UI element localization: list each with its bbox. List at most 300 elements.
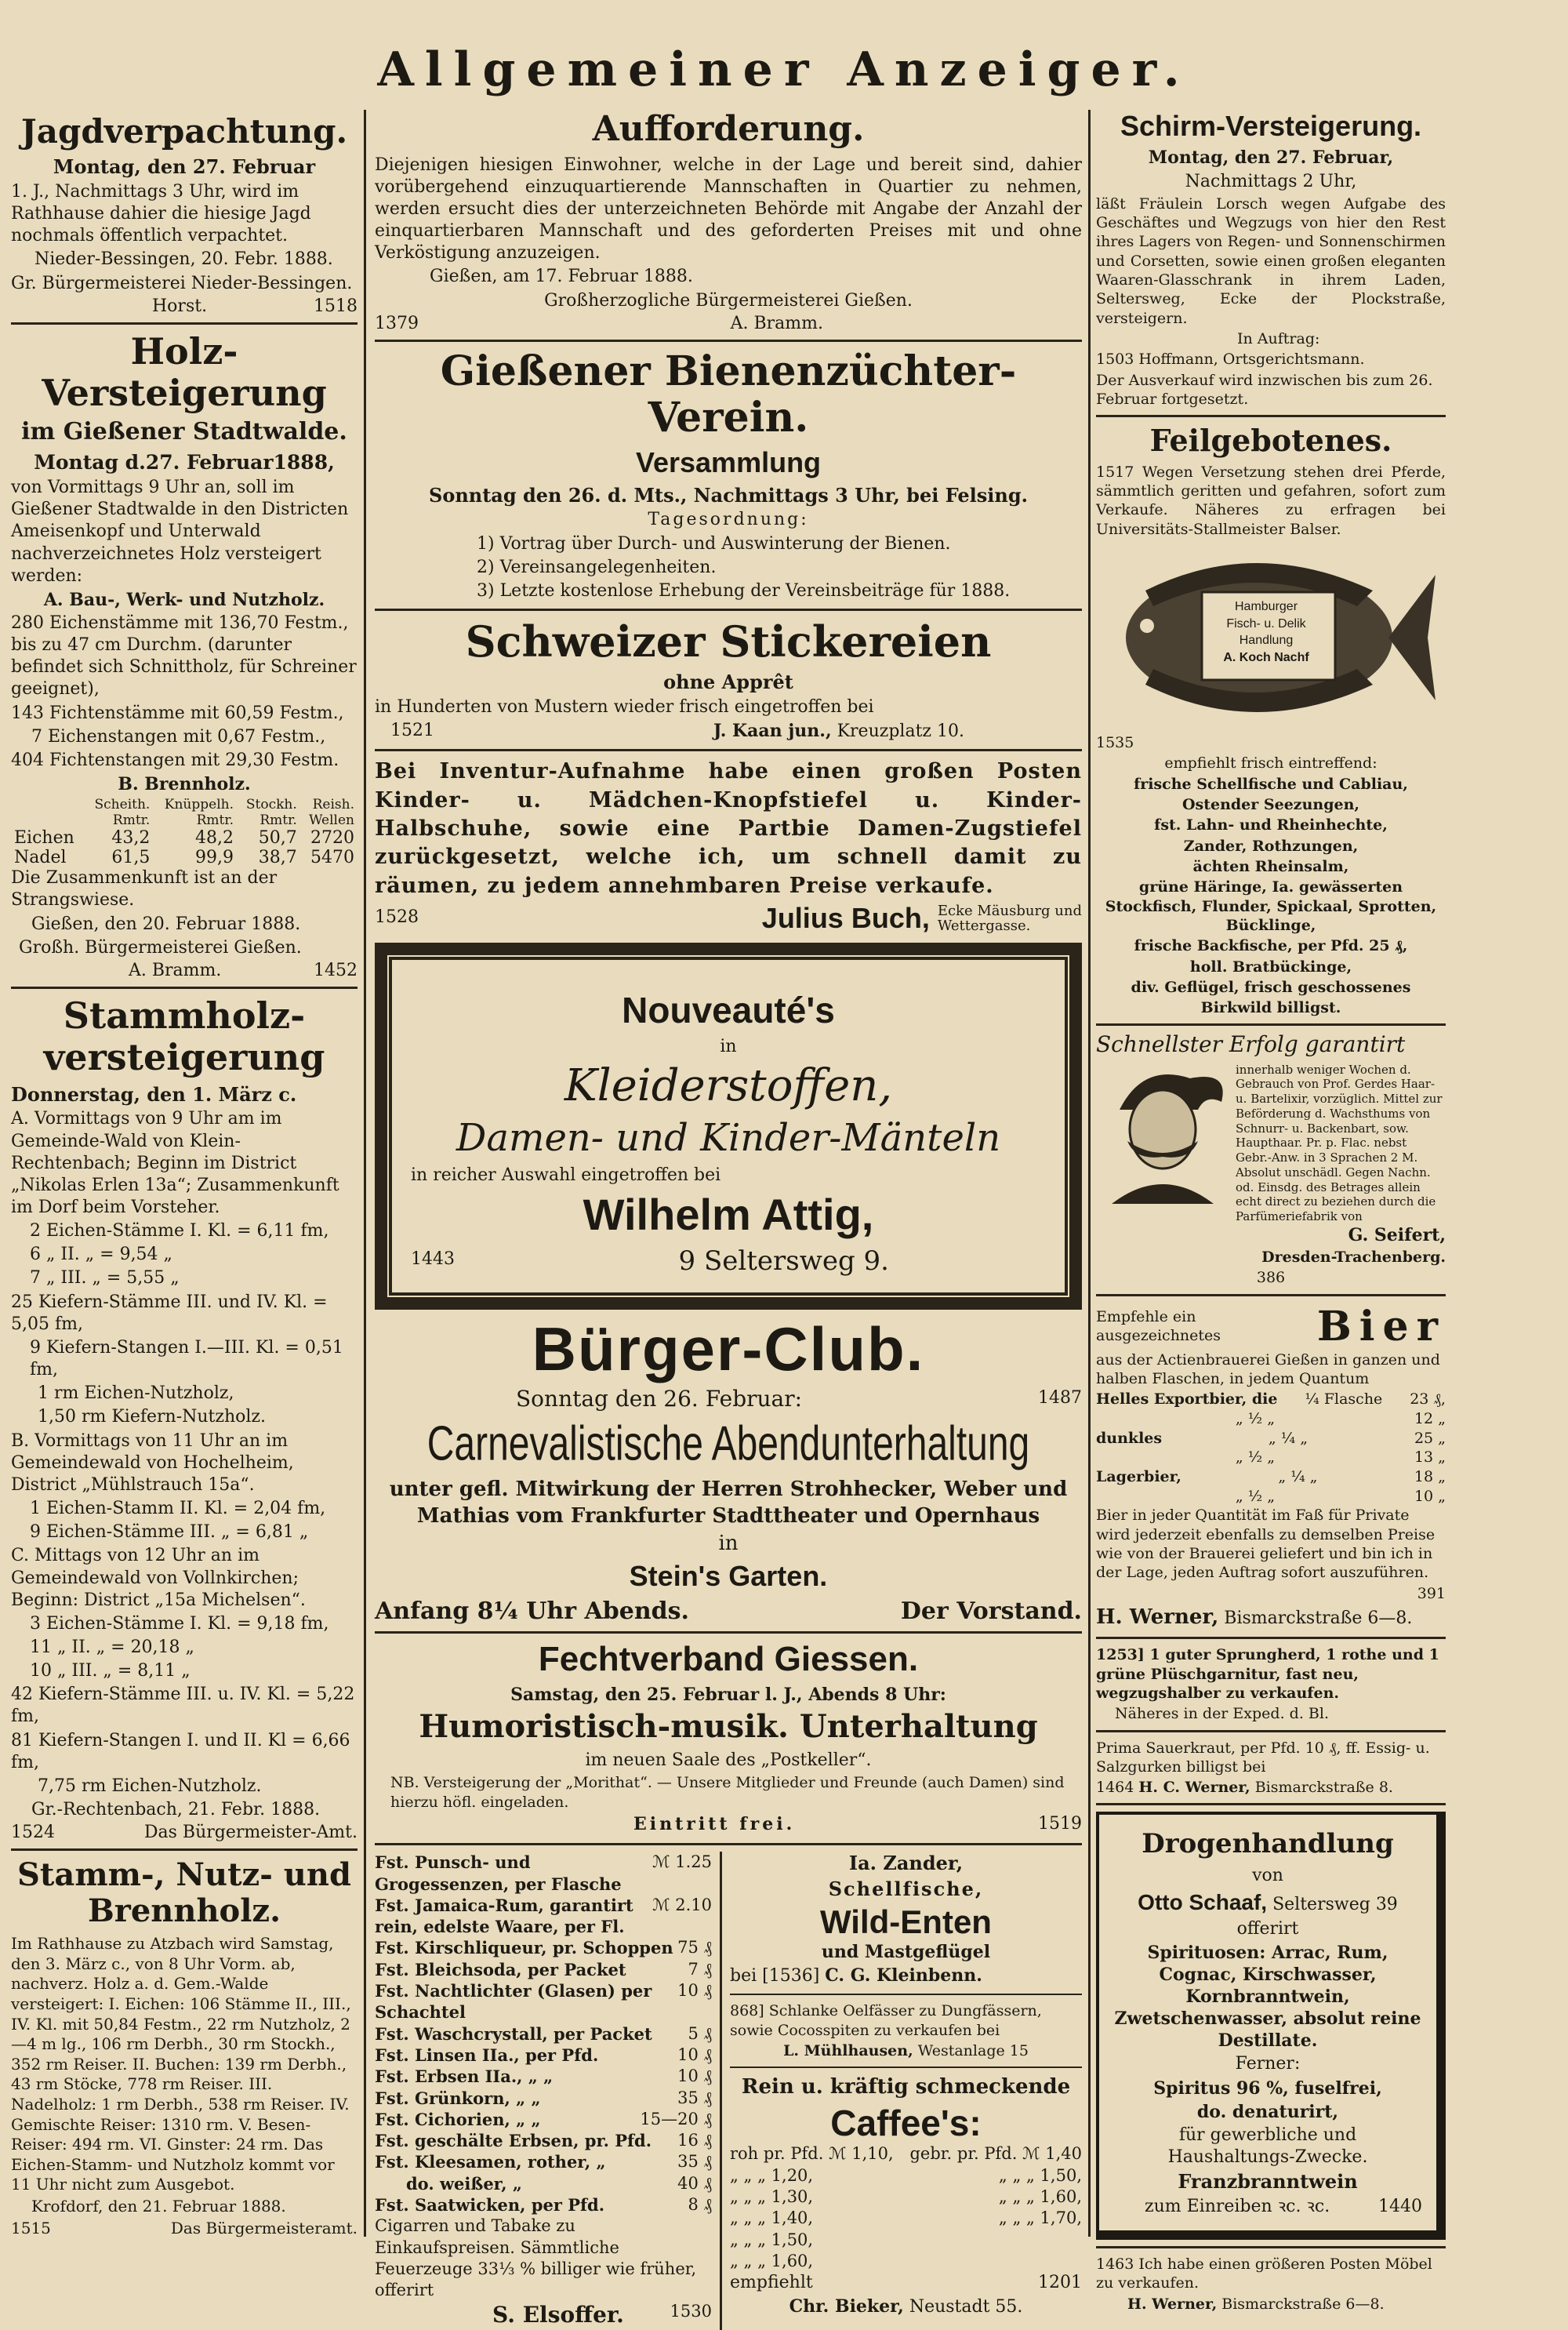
divider: [1096, 415, 1446, 417]
ad-oelfaesser: [730, 2001, 1082, 2060]
ad-signature: [730, 1965, 1082, 1987]
ad-date: Donnerstag, den 1. März c.: [11, 1082, 297, 1106]
ad-kleinbenn: [730, 1852, 1082, 1987]
ad-do: do. denaturirt,: [1196, 2101, 1339, 2122]
price-item: Fst. geschälte Erbsen, pr. Pfd.: [375, 2131, 652, 2151]
right-stack: [730, 1852, 1082, 2330]
ad-line: fst. Lahn- und Rheinhechte,: [1154, 816, 1388, 834]
sign-line: A. Koch Nachf: [1223, 650, 1309, 664]
table-cell: Nadel: [14, 848, 67, 868]
price-raw: „ „ „ 1,50,: [730, 2230, 814, 2249]
ad-date: Sonntag den 26. Februar:: [516, 1386, 803, 1412]
ad-number: 1503: [1096, 351, 1134, 369]
ad-title: Caffee's:: [830, 2102, 982, 2143]
divider: [1096, 1803, 1446, 1805]
divider: [1096, 1637, 1446, 1639]
divider: [375, 340, 1082, 342]
ad-section: B. Vormittags von 11 Uhr an im Gemeindewald von Hochelheim, District „Mühlstrauch 15a“.: [11, 1430, 294, 1495]
divider: [375, 1631, 1082, 1634]
price-table: [1096, 1390, 1446, 1506]
price-row: [375, 1895, 712, 1938]
table-cell: 5470: [310, 848, 354, 868]
ad-in: in: [720, 1037, 737, 1057]
price-row: [375, 2023, 712, 2045]
divider: [1096, 2246, 1446, 2248]
ad-title: Schirm-Versteigerung.: [1120, 110, 1422, 142]
ad-tail: Bier in jeder Quantität im Faß für Private wird jederzeit ebenfalls zu demselben Preise wie von der Brauerei geliefert und bin ich in der Lage, jeden Auftrag sofort auszuführen.: [1096, 1507, 1436, 1582]
ad-address: 9 Seltersweg 9.: [678, 1245, 889, 1277]
table-cell: Knüppelh.: [164, 797, 234, 813]
ad-number: 1524: [11, 1823, 55, 1843]
ad-address: Dresden-Trachenberg.: [1261, 1249, 1446, 1267]
ad-number: [1536]: [762, 1966, 820, 1986]
ad-body: unter gefl. Mitwirkung der Herren Strohhecker, Weber und Mathias vom Frankfurter Stadttheater und Opernhaus: [389, 1478, 1068, 1528]
ad-title: Aufforderung.: [592, 109, 865, 149]
fish-eye-shape: [1140, 619, 1154, 633]
ad-wilhelm-attig: [375, 943, 1082, 1309]
ad-body: Wegen Versetzung stehen drei Pferde, sämmtlich geritten und gefahren, sofort zum Verkaufe. Näheres zu erfragen bei Universitäts-Stallmeister Balser.: [1096, 463, 1446, 538]
ad-tail: Cigarren und Tabake zu Einkaufspreisen. Sämmtliche Feuerzeuge 33⅓ % billiger wie früher, offerirt: [375, 2216, 697, 2300]
ad-number: 1440: [1378, 2196, 1422, 2216]
ad-stamm-nutz-brennholz: [11, 1857, 358, 2237]
table-cell: Rmtr.: [260, 812, 297, 829]
ad-line: ächten Rheinsalm,: [1192, 857, 1349, 875]
table-cell: 2720: [310, 828, 354, 849]
table-cell: Wellen: [308, 812, 354, 829]
ad-line: Ia. Zander,: [848, 1852, 964, 1875]
ad-address: Bismarckstraße 6—8.: [1221, 2295, 1385, 2313]
price-value: 10 „: [1414, 1487, 1446, 1505]
ad-pre: Rein u. kräftig schmeckende: [741, 2075, 1071, 2099]
ad-title: Stamm-, Nutz- und Brennholz.: [17, 1856, 351, 1930]
price-value: 35 ₰: [677, 2152, 712, 2172]
ad-number: 391: [1417, 1584, 1446, 1602]
price-row: [375, 1980, 712, 2023]
ad-firm: Wilhelm Attig,: [583, 1190, 874, 1240]
masthead: Allgemeiner Anzeiger.: [377, 42, 1191, 97]
ad-address: Ecke Mäusburg und: [937, 902, 1082, 919]
price-size: „ ¼ „: [1268, 1429, 1308, 1447]
fish-sign: [1200, 592, 1333, 686]
price-item: Fst. Saatwicken, per Pfd.: [375, 2195, 605, 2215]
price-table: [730, 2143, 1082, 2272]
price-value: 10 ₰: [677, 2066, 712, 2086]
ad-signature: [375, 720, 1082, 743]
ad-signature: [375, 2301, 712, 2329]
price-item: Fst. Linsen IIa., per Pfd.: [375, 2045, 599, 2065]
price-value: 23 ₰,: [1410, 1390, 1446, 1409]
ad-body: Diejenigen hiesigen Einwohner, welche in der Lage und bereit sind, dahier vorübergehend einzuquartierende Mannschaften in Quartier zu nehmen, werden ersucht dies der unterzeichneten Behörde mit Angabe der Anzahl der einquartierbaren Mannschaft und des geforderten Preises mit und ohne Verköstigung anzuzeigen.: [375, 154, 1082, 264]
ad-line: frische Backfische, per Pfd. 25 ₰,: [1134, 937, 1408, 955]
price-size: „ ½ „: [1235, 1409, 1276, 1427]
price-roasted: „ „ „ 1,50,: [998, 2165, 1082, 2185]
ad-office: Großh. Bürgermeisterei Gießen.: [19, 937, 302, 958]
fish-tail-shape: [1388, 575, 1436, 700]
wood-item: 280 Eichenstämme mit 136,70 Festm., bis zu 47 cm Durchm. (darunter befindet sich Schnittholz, für Schreiner geeignet),: [11, 613, 357, 700]
divider: [375, 749, 1082, 751]
price-item: Fst. Grünkorn, „ „: [375, 2088, 541, 2108]
ad-event: Humoristisch-musik. Unterhaltung: [419, 1708, 1038, 1746]
ad-body: Schlanke Oelfässer zu Dungfässern, sowie Cocosspiten zu verkaufen bei: [730, 2002, 1042, 2039]
ad-title: Gießener Bienenzüchter-Verein.: [440, 347, 1017, 442]
price-value: 5 ₰: [688, 2023, 712, 2043]
ad-number: 1521: [390, 720, 434, 740]
price-row: [375, 2088, 712, 2109]
ad-line: Schellfische,: [828, 1877, 984, 1900]
ad-body: 1. J., Nachmittags 3 Uhr, wird im Rathhause dahier die hiesige Jagd nochmals öffentlich verpachtet.: [11, 182, 311, 246]
price-size: ¼ Flasche: [1305, 1390, 1383, 1409]
wood-item: 10 „ III. „ = 8,11 „: [30, 1661, 191, 1681]
ad-title: Wild-Enten: [820, 1903, 992, 1940]
ad-body: innerhalb weniger Wochen d. Gebrauch von Prof. Gerdes Haar-u. Bartelixir, vorzüglich. Mittel zur Beförderung d. Wachsthums von Schnurr- u. Backenbart, sow. Haupthaar. Pr. p. Flac. nebst Gebr.-Anw. in 3 Sprachen 2 M. Absolut unschädl. Gegen Nachn. od. Einsdg. des Betrages allein echt direct zu beziehen durch die Parfümeriefabrik von: [1236, 1062, 1443, 1224]
ad-signature: [375, 314, 1082, 333]
price-value: 7 ₰: [688, 1959, 712, 1979]
ad-line: Birkwild billigst.: [1200, 999, 1341, 1017]
price-row: [1096, 1467, 1446, 1487]
ad-board: Der Vorstand.: [900, 1597, 1082, 1625]
ad-title: Schnellster Erfolg garantirt: [1096, 1031, 1406, 1058]
table-cell: 50,7: [258, 828, 297, 849]
price-item: Fst. Bleichsoda, per Packet: [375, 1959, 626, 1979]
ad-drogenhandlung: [1096, 1812, 1446, 2240]
ad-body: läßt Fräulein Lorsch wegen Aufgabe des Geschäftes und Wegzugs von hier den Rest ihres Lagers von Regen- und Sonnenschirmen und Corsetten, sowie einen großen eleganten Waaren-Glasschrank in ihrem Laden, Seltersweg, Ecke der Plockstraße, versteigern.: [1096, 194, 1446, 327]
ad-note: Der Ausverkauf wird inzwischen bis zum 26. Februar fortgesetzt.: [1096, 371, 1433, 408]
price-size: „ ½ „: [1235, 1449, 1276, 1467]
table-cell: [11, 812, 85, 828]
agenda-item: 1) Vortrag über Durch- und Auswinterung der Bienen.: [477, 533, 951, 554]
ad-address: Kreuzplatz 10.: [837, 721, 964, 741]
divider: [1096, 1023, 1446, 1026]
divider: [1096, 1294, 1446, 1296]
ad-line: Kleiderstoffen,: [564, 1060, 893, 1112]
ad-subtitle: im Gießener Stadtwalde.: [21, 417, 347, 445]
ad-offer: offerirt: [1236, 1918, 1299, 1939]
ad-name: A. Bramm.: [129, 960, 222, 980]
price-roasted: „ „ „ 1,70,: [998, 2208, 1082, 2228]
ad-jagdverpachtung: [11, 113, 358, 316]
price-item: Fst. Kleesamen, rother, „: [375, 2152, 606, 2172]
ad-title: versteigerung: [43, 1035, 325, 1078]
wood-item: 1 Eichen-Stamm II. Kl. = 2,04 fm,: [30, 1499, 326, 1519]
ad-signature: [11, 1823, 358, 1842]
wood-item: 81 Kiefern-Stangen I. und II. Kl = 6,66 fm,: [11, 1730, 350, 1772]
ad-number: 1518: [314, 296, 358, 316]
price-row: [730, 2208, 1082, 2229]
ad-free: Eintritt frei.: [633, 1814, 796, 1835]
ad-elsoffer: [375, 1852, 712, 2330]
ad-firm: L. Mühlhausen,: [783, 2041, 913, 2059]
price-raw: roh pr. Pfd. ℳ 1,10,: [730, 2144, 894, 2164]
ad-herd: [1096, 1645, 1446, 1723]
brennholz-table: [11, 797, 358, 867]
price-item: Fst. Waschcrystall, per Packet: [375, 2023, 652, 2044]
wood-item: 11 „ II. „ = 20,18 „: [30, 1637, 194, 1657]
ad-line: Zander, Rothzungen,: [1183, 837, 1359, 855]
ad-office: Das Bürgermeister-Amt.: [143, 1823, 358, 1843]
divider: [1096, 1730, 1446, 1732]
price-row: [1096, 1429, 1446, 1449]
price-value: 8 ₰: [688, 2195, 712, 2214]
ad-meeting: Die Zusammenkunft ist an der Strangswiese.: [11, 868, 278, 911]
price-row: [730, 2230, 1082, 2251]
price-row: [375, 2130, 712, 2151]
divider: [11, 322, 358, 325]
ad-moebel: [1096, 2255, 1446, 2314]
table-cell: 61,5: [111, 848, 151, 868]
price-item: Fst. Cichorien, „ „: [375, 2109, 541, 2129]
ad-date: Sonntag den 26. d. Mts., Nachmittags 3 Uhr, bei Felsing.: [428, 483, 1029, 507]
price-row: [1096, 1448, 1446, 1467]
price-size: „ ¼ „: [1278, 1468, 1318, 1486]
table-row: [11, 848, 358, 867]
price-item: dunkles: [1096, 1429, 1163, 1447]
divider: [11, 987, 358, 989]
price-row: [1096, 1390, 1446, 1409]
price-roasted: „ „ „ 1,60,: [998, 2186, 1082, 2206]
ad-signature: [11, 296, 358, 316]
ad-number: 1535: [1096, 734, 1134, 752]
ad-line: grüne Häringe, Ia. gewässerten Stockfisch, Flunder, Spickaal, Sprotten, Bücklinge,: [1105, 878, 1437, 934]
ad-title: Holz-Versteigerung: [42, 329, 327, 414]
price-row: [730, 2143, 1082, 2165]
price-row: [375, 2173, 712, 2194]
sign-line: Fisch- u. Delik: [1226, 616, 1306, 631]
price-raw: „ „ „ 1,60,: [730, 2251, 814, 2270]
table-cell: Rmtr.: [196, 812, 234, 829]
ad-number: 1517: [1096, 463, 1134, 481]
price-row: [375, 1959, 712, 1980]
ad-firm: H. Werner,: [1127, 2295, 1218, 2313]
ad-number: 1487: [1038, 1387, 1082, 1408]
wood-item: 2 Eichen-Stämme I. Kl. = 6,11 fm,: [30, 1221, 329, 1241]
price-row: [375, 1852, 712, 1895]
ad-name: Hoffmann, Ortsgerichtsmann.: [1138, 351, 1365, 369]
ad-signature: [11, 961, 358, 980]
ad-body: Im Rathhause zu Atzbach wird Samstag, den 3. März c., von 8 Uhr Vorm. ab, nachverz. Holz a. d. Gem.-Walde versteigert: I. Eichen: 106 Stämme II., III., IV. Kl. mit 50,84 Festm., 22 rm Nutzholz, 2—4 m lg., 106 rm Derbh., 30 rm Stockh., 352 rm Reiser. II. Buchen: 139 rm Derbh., 43 rm Stöcke, 778 rm Reiser. III. Nadelholz: 1 rm Derbh., 538 rm Reiser. IV. Gemischte Reiser: 1310 rm. V. Besen-Reiser: 494 rm. VI. Ginster: 24 rm. Das Eichen-Stamm- und Nutzholz kommt vor 11 Uhr nicht zum Ausgebot.: [11, 1934, 351, 2194]
ad-title: Schweizer Stickereien: [465, 616, 992, 667]
price-value: 10 ₰: [677, 2045, 712, 2064]
price-item: do. weißer, „: [406, 2173, 522, 2194]
ad-koch: [1096, 543, 1446, 1017]
table-cell: Stockh.: [245, 797, 297, 813]
ad-place: Krofdorf, den 21. Februar 1888.: [31, 2196, 286, 2215]
price-row: [375, 2109, 712, 2130]
ad-brannt2: zum Einreiben ꝛc. ꝛc.: [1145, 2196, 1330, 2216]
ad-sauerkraut: [1096, 1739, 1446, 1797]
price-value: 13 „: [1414, 1449, 1446, 1467]
ad-place: Gr.-Rechtenbach, 21. Febr. 1888.: [31, 1800, 321, 1820]
ad-body: aus der Actienbrauerei Gießen in ganzen und halben Flaschen, in jedem Quantum: [1096, 1350, 1440, 1387]
price-value: 10 ₰: [677, 1981, 712, 2001]
table-cell: Scheith.: [94, 797, 151, 813]
table-cell: Eichen: [14, 828, 74, 849]
ad-title: Stammholz-: [63, 994, 306, 1037]
ad-title: Bürger-Club.: [532, 1314, 925, 1383]
wood-item: 42 Kiefern-Stämme III. u. IV. Kl. = 5,22 fm,: [11, 1685, 355, 1727]
price-item: Fst. Kirschliqueur, pr. Schoppen: [375, 1938, 673, 1958]
ad-seifert: [1096, 1032, 1446, 1287]
price-row: [1096, 1409, 1446, 1429]
ad-body: 1253] 1 guter Sprungherd, 1 rothe und 1 grüne Plüschgarnitur, fast neu, wegzugshalber zu verkaufen.: [1096, 1646, 1439, 1702]
price-raw: „ „ „ 1,20,: [730, 2165, 814, 2185]
ad-date: Montag, den 27. Februar: [53, 155, 316, 179]
ad-place: Nieder-Bessingen, 20. Febr. 1888.: [34, 249, 333, 270]
wood-item: 143 Fichtenstämme mit 60,59 Festm.,: [11, 703, 344, 723]
price-raw: „ „ „ 1,40,: [730, 2208, 814, 2228]
ad-firm: Julius Buch,: [761, 902, 930, 935]
price-item: Fst. Punsch- und Grogessenzen, per Flasche: [375, 1852, 622, 1894]
collar-shape: [1112, 1184, 1214, 1204]
ad-bienenzuechter: [375, 348, 1082, 602]
price-value: 18 „: [1414, 1468, 1446, 1486]
wood-item: 9 Kiefern-Stangen I.—III. Kl. = 0,51 fm,: [30, 1337, 343, 1380]
ad-signature: [375, 1598, 1082, 1625]
column-1: [11, 110, 358, 2237]
ad-venue: Stein's Garten.: [629, 1560, 828, 1593]
price-item: Lagerbier,: [1096, 1468, 1181, 1486]
ad-address: Bismarckstraße 8.: [1254, 1779, 1393, 1797]
ad-body: in reicher Auswahl eingetroffen bei: [411, 1165, 721, 1185]
ad-date: Samstag, den 25. Februar l. J., Abends 8 Uhr:: [510, 1685, 946, 1706]
ad-more: Näheres in der Exped. d. Bl.: [1115, 1705, 1329, 1723]
price-value: 75 ₰: [677, 1938, 712, 1957]
price-value: ℳ 1.25: [652, 1852, 712, 1872]
price-item: Fst. Jamaica-Rum, garantirt rein, edelste Waare, per Fl.: [375, 1895, 633, 1937]
sign-line: Handlung: [1239, 634, 1294, 648]
ad-note: NB. Versteigerung der „Morithat“. — Unsere Mitglieder und Freunde (auch Damen) sind hierzu höfl. eingeladen.: [390, 1774, 1065, 1811]
ad-place: Gießen, den 20. Februar 1888.: [31, 914, 301, 934]
ad-line: frische Schellfische und Cabliau,: [1134, 775, 1408, 793]
price-row: [375, 2045, 712, 2066]
column-rule: [1088, 110, 1091, 2237]
table-units: [11, 812, 358, 828]
ad-holz-versteigerung: [11, 331, 358, 980]
ad-zweck: für gewerbliche und Haushaltungs-Zwecke.: [1167, 2125, 1368, 2168]
ad-spirit: Spiritus 96 %, fuselfrei,: [1153, 2077, 1382, 2099]
ad-fechtverband: [375, 1640, 1082, 1837]
ad-signature: [375, 902, 1082, 935]
ad-line: Ostender Seezungen,: [1181, 796, 1360, 814]
ad-number: 1519: [1038, 1814, 1082, 1834]
price-value: 15—20 ₰: [640, 2109, 712, 2128]
price-item: Fst. Erbsen IIa., „ „: [375, 2066, 554, 2087]
ad-line: und Mastgeflügel: [821, 1941, 991, 1962]
ad-von: von: [1252, 1865, 1283, 1885]
price-row: [1096, 1487, 1446, 1507]
price-value: 16 ₰: [677, 2131, 712, 2150]
price-roasted: gebr. pr. Pfd. ℳ 1,40: [909, 2144, 1082, 2164]
ad-intro: empfiehlt frisch eintreffend:: [1164, 754, 1377, 772]
table-row: [11, 828, 358, 848]
ad-body: 1463 Ich habe einen größeren Posten Möbel zu verkaufen.: [1096, 2255, 1432, 2292]
ad-place: Gießen, am 17. Februar 1888.: [430, 267, 693, 287]
ad-number: 1379: [375, 313, 419, 333]
ad-number: 1443: [411, 1249, 455, 1270]
table-cell: 43,2: [111, 828, 151, 849]
price-row: [375, 2151, 712, 2172]
wood-item: 7,75 rm Eichen-Nutzholz.: [38, 1776, 262, 1796]
ad-brannt: Franzbranntwein: [1178, 2170, 1358, 2194]
ad-section: A. Vormittags von 9 Uhr am im Gemeinde-Wald von Klein-Rechtenbach; Beginn im District „Nikolas Erlen 13a“; Zusammenkunft im Dorf beim Vorsteher.: [11, 1109, 339, 1218]
ad-title: Nouveauté's: [622, 990, 835, 1031]
ad-julius-buch: [375, 758, 1082, 935]
price-value: ℳ 2.10: [652, 1895, 712, 1914]
table-cell: 99,9: [195, 848, 234, 868]
ad-firm: H. C. Werner,: [1138, 1779, 1250, 1797]
column-2: [375, 109, 1082, 2328]
table-cell: [11, 797, 85, 812]
wood-item: 25 Kiefern-Stämme III. und IV. Kl. = 5,05 fm,: [11, 1292, 328, 1334]
ad-address: Westanlage 15: [917, 2041, 1029, 2059]
ad-title: Feilgebotenes.: [1149, 423, 1392, 459]
price-item: Fst. Nachtlichter (Glasen) per Schachtel: [375, 1981, 652, 2023]
agenda-item: 2) Vereinsangelegenheiten.: [477, 557, 717, 577]
ad-firm: J. Kaan jun.,: [713, 720, 832, 741]
ad-firm: S. Elsoffer.: [492, 2302, 624, 2328]
ad-title: Drogenhandlung: [1142, 1828, 1394, 1860]
price-value: 40 ₰: [677, 2173, 712, 2193]
wood-item: 7 Eichenstangen mit 0,67 Festm.,: [31, 726, 326, 747]
ad-pre: bei: [730, 1966, 757, 1986]
price-row: [375, 2194, 712, 2215]
price-size: „ ½ „: [1235, 1487, 1276, 1505]
ad-line: div. Geflügel, frisch geschossenes: [1131, 978, 1411, 996]
ad-number: 386: [1256, 1269, 1286, 1287]
ad-name: A. Bramm.: [730, 313, 823, 333]
ad-line: Damen- und Kinder-Mänteln: [456, 1115, 1001, 1160]
price-row: [375, 2066, 712, 2087]
ad-auftrag: In Auftrag:: [1237, 329, 1320, 347]
ad-body: Spirituosen: Arrac, Rum, Cognac, Kirschwasser, Kornbranntwein, Zwetschenwasser, absolut reine Destillate.: [1114, 1942, 1421, 2052]
price-row: [730, 2186, 1082, 2208]
ad-bier: [1096, 1303, 1446, 1631]
ad-section: C. Mittags von 12 Uhr an im Gemeindewald von Vollnkirchen; Beginn: District „15a Michelsen“.: [11, 1546, 306, 1610]
ad-date-row: [375, 1386, 1082, 1412]
ad-time: Nachmittags 2 Uhr,: [1185, 171, 1357, 191]
column-3: [1096, 110, 1446, 2313]
table-cell: Reish.: [312, 797, 354, 813]
ad-number: 1201: [1038, 2273, 1082, 2293]
table-cell: Rmtr.: [112, 812, 151, 829]
ad-firm: G. Seifert,: [1348, 1224, 1446, 1245]
price-value: 12 „: [1414, 1409, 1446, 1427]
ad-feilgebotenes: [1096, 423, 1446, 539]
ad-date: Montag, den 27. Februar,: [1148, 147, 1394, 169]
price-row: [730, 2251, 1082, 2272]
ad-schirm-versteigerung: [1096, 110, 1446, 409]
ad-address: Neustadt 55.: [909, 2297, 1023, 2317]
divider: [375, 1843, 1082, 1845]
ad-venue: im neuen Saale des „Postkeller“.: [585, 1750, 872, 1771]
wood-item: 1 rm Eichen-Nutzholz,: [38, 1383, 234, 1404]
ad-pre: Empfehle ein ausgezeichnetes: [1096, 1307, 1221, 1345]
ad-stammholz: [11, 995, 358, 1842]
ad-tail-row: [730, 2272, 1082, 2294]
wood-item: 9 Eichen-Stämme III. „ = 6,81 „: [30, 1522, 309, 1543]
ad-office: Das Bürgermeisteramt.: [170, 2218, 358, 2237]
ad-firm: Chr. Bieker,: [789, 2296, 904, 2317]
ad-subtitle: ohne Apprêt: [663, 671, 793, 694]
ad-section: A. Bau-, Werk- und Nutzholz.: [43, 589, 325, 610]
ad-address: Wettergasse.: [937, 918, 1031, 935]
ad-stickereien: [375, 617, 1082, 743]
ad-address: Seltersweg 39: [1272, 1894, 1398, 1914]
ad-signature: [375, 1813, 1082, 1837]
price-row: [730, 2165, 1082, 2186]
ad-date: Montag d.27. Februar1888,: [34, 451, 335, 474]
ad-office: Großherzogliche Bürgermeisterei Gießen.: [544, 290, 913, 311]
ad-number: 1452: [314, 960, 358, 980]
